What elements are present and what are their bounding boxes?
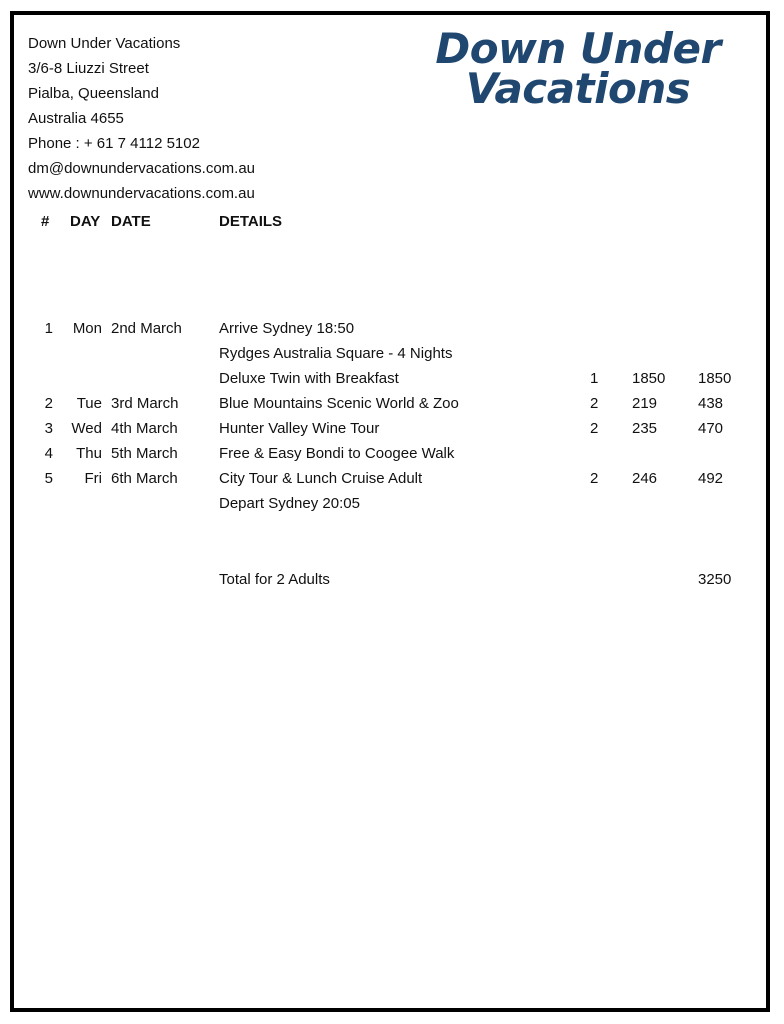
row-date: 5th March [111, 445, 178, 462]
row-num: 4 [44, 445, 53, 462]
row-price: 235 [632, 420, 658, 437]
logo-line-1: Down Under [435, 24, 721, 73]
row-date: 6th March [111, 470, 178, 487]
row-day: Wed [71, 420, 102, 437]
header-details: DETAILS [219, 213, 283, 230]
phone-number: Phone : + 61 7 4112 5102 [28, 135, 200, 152]
address-street: 3/6-8 Liuzzi Street [28, 60, 149, 77]
row-price: 219 [632, 395, 658, 412]
company-address [28, 31, 255, 206]
row-day: Tue [76, 395, 102, 412]
row-day: Thu [76, 445, 102, 462]
row-total: 438 [698, 395, 724, 412]
row-date: 2nd March [111, 320, 182, 337]
address-city: Pialba, Queensland [28, 85, 159, 102]
row-num: 5 [44, 470, 53, 487]
row-total: 1850 [698, 370, 732, 387]
row-day: Mon [72, 320, 102, 337]
header-day: DAY [70, 213, 101, 230]
row-total: 492 [698, 470, 724, 487]
row-qty: 2 [590, 420, 599, 437]
row-details: Rydges Australia Square - 4 Nights [219, 345, 453, 362]
company-name: Down Under Vacations [28, 35, 181, 52]
row-num: 3 [44, 420, 53, 437]
row-price: 1850 [632, 370, 666, 387]
row-num: 1 [44, 320, 53, 337]
logo-line-2: Vacations [465, 64, 691, 113]
total-value: 3250 [698, 571, 732, 588]
row-total: 470 [698, 420, 724, 437]
row-date: 3rd March [111, 395, 179, 412]
row-details: Deluxe Twin with Breakfast [219, 370, 399, 387]
row-qty: 1 [590, 370, 599, 387]
row-day: Fri [84, 470, 102, 487]
company-logo [418, 24, 738, 113]
row-details: Arrive Sydney 18:50 [219, 320, 355, 337]
row-qty: 2 [590, 395, 599, 412]
row-date: 4th March [111, 420, 178, 437]
row-details: Free & Easy Bondi to Coogee Walk [219, 445, 455, 462]
row-details: Hunter Valley Wine Tour [219, 420, 380, 437]
email-address: dm@downundervacations.com.au [28, 160, 256, 177]
row-num: 2 [44, 395, 53, 412]
itinerary-page [10, 11, 770, 1012]
header-num: # [41, 213, 50, 230]
total-label: Total for 2 Adults [219, 571, 330, 588]
website-url: www.downundervacations.com.au [28, 185, 255, 202]
row-qty: 2 [590, 470, 599, 487]
address-country: Australia 4655 [28, 110, 124, 127]
row-details: Depart Sydney 20:05 [219, 495, 360, 512]
row-details: Blue Mountains Scenic World & Zoo [219, 395, 459, 412]
row-details: City Tour & Lunch Cruise Adult [219, 470, 423, 487]
row-price: 246 [632, 470, 658, 487]
header-date: DATE [111, 213, 151, 230]
